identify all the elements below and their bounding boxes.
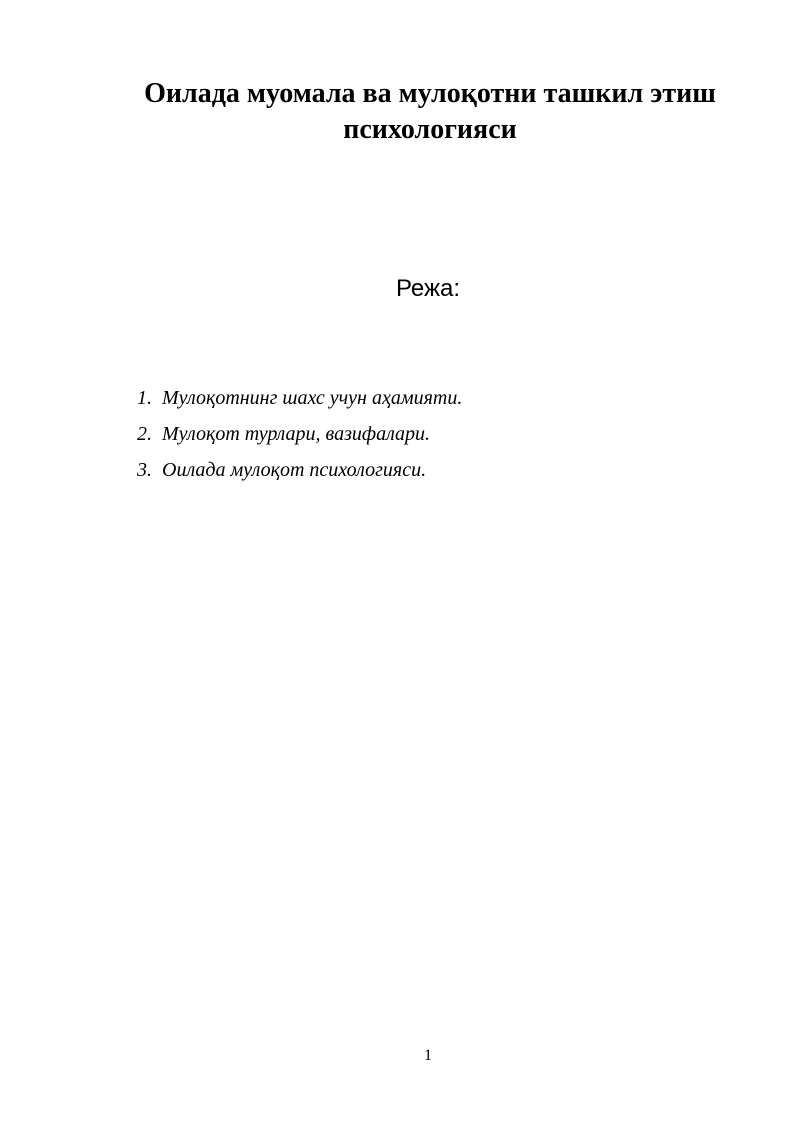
- plan-item-text: Оилада мулоқот психологияси.: [162, 459, 427, 481]
- plan-list: [137, 380, 462, 488]
- plan-item-number: 2.: [137, 423, 152, 445]
- plan-item-number: 1.: [137, 387, 152, 409]
- plan-item-number: 3.: [137, 459, 152, 481]
- page-number: 1: [424, 1047, 432, 1064]
- plan-item: [137, 416, 462, 452]
- plan-item: [137, 452, 462, 488]
- document-title-line-1: Оилада муомала ва мулоқотни ташкил этиш: [144, 78, 716, 109]
- document-title-line-2: психологияси: [343, 114, 517, 145]
- plan-item-text: Мулоқотнинг шахс учун аҳамияти.: [162, 387, 463, 409]
- plan-heading: Режа:: [395, 275, 461, 302]
- plan-item-text: Мулоқот турлари, вазифалари.: [162, 423, 431, 445]
- plan-item: [137, 380, 462, 416]
- document-title: [110, 76, 750, 148]
